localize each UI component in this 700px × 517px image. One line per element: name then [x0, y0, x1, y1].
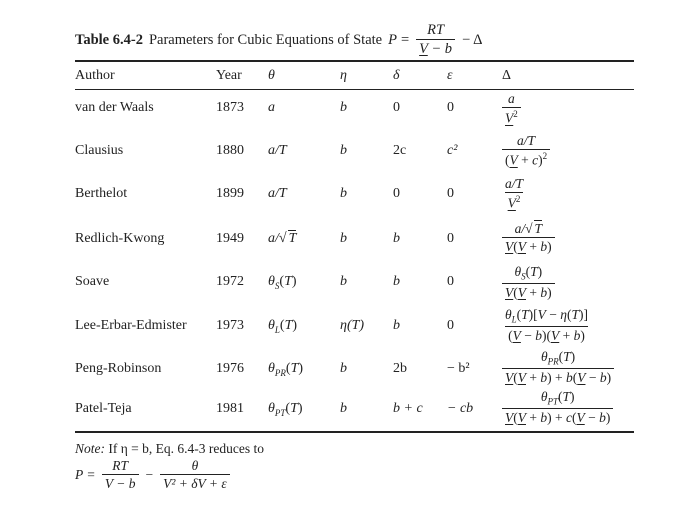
header-delta: δ	[393, 68, 400, 83]
header-author: Author	[75, 68, 115, 83]
header-theta: θ	[268, 68, 275, 83]
table-page: Table 6.4-2 Parameters for Cubic Equations of State P = $\frac{RT}{V - b}$ − Δ Author Year θ η δ ε Δ van der Waals 1873 a b 0 0 $\frac{a}{V^2}$ Clausius 1880 a/T b 2c c² $\frac{a/T}{(V + c)^2}$ Berthelot 1899 a/T b 0 0 $\frac{a/T}{V^2}$ Redlich-Kwong 1949 a/√ T b b 0 $\frac{a/√ T}{V(V + b)}$ Soave 1972 $\theta_S(T)$ b b 0 $\frac{\theta_S(T)}{V(V + b)}$ Lee-Erbar-Edmister 1973 $\theta_L(T)$ η(T) b 0 $\frac{\theta_L(T)[V - \eta(T)]}{(V - b)(V + b)}$ Peng-Robinson 1976 $\theta_{PR}(T)$ b 2b − b² $\frac{\theta_{PR}(T)}{V(V + b) + b(V - b)}$ Patel-Teja 1981 $\theta_{PT}(T)$ b b + c − cb $\frac{\theta_{PT}(T)}{V(V + b) + c(V - b)}$ Note: If η = b, Eq. 6.4-3 reduces to P = $\frac{RT}{V - b}$ − $\frac{\theta}{\text{V² + δV + ε}}$	[0, 0, 700, 517]
top-rule	[75, 60, 634, 62]
table-note: Note: If η = b, Eq. 6.4-3 reduces to	[75, 441, 265, 456]
table-caption	[75, 22, 486, 58]
header-year: Year	[216, 68, 242, 83]
header-epsilon: ε	[447, 68, 453, 83]
header-Delta: Δ	[502, 68, 512, 83]
header-rule	[75, 89, 634, 90]
bottom-rule	[75, 431, 634, 433]
table-number: Table 6.4-2	[75, 31, 143, 48]
table-title: Parameters for Cubic Equations of State	[148, 31, 383, 48]
header-eta: η	[340, 68, 347, 83]
caption-equation: P = $\frac{RT}{V - b}$ − Δ	[388, 21, 483, 57]
note-equation: P = $\frac{RT}{V - b}$ − $\frac{\theta}{\text{V² + δV + ε}}$	[75, 459, 233, 491]
